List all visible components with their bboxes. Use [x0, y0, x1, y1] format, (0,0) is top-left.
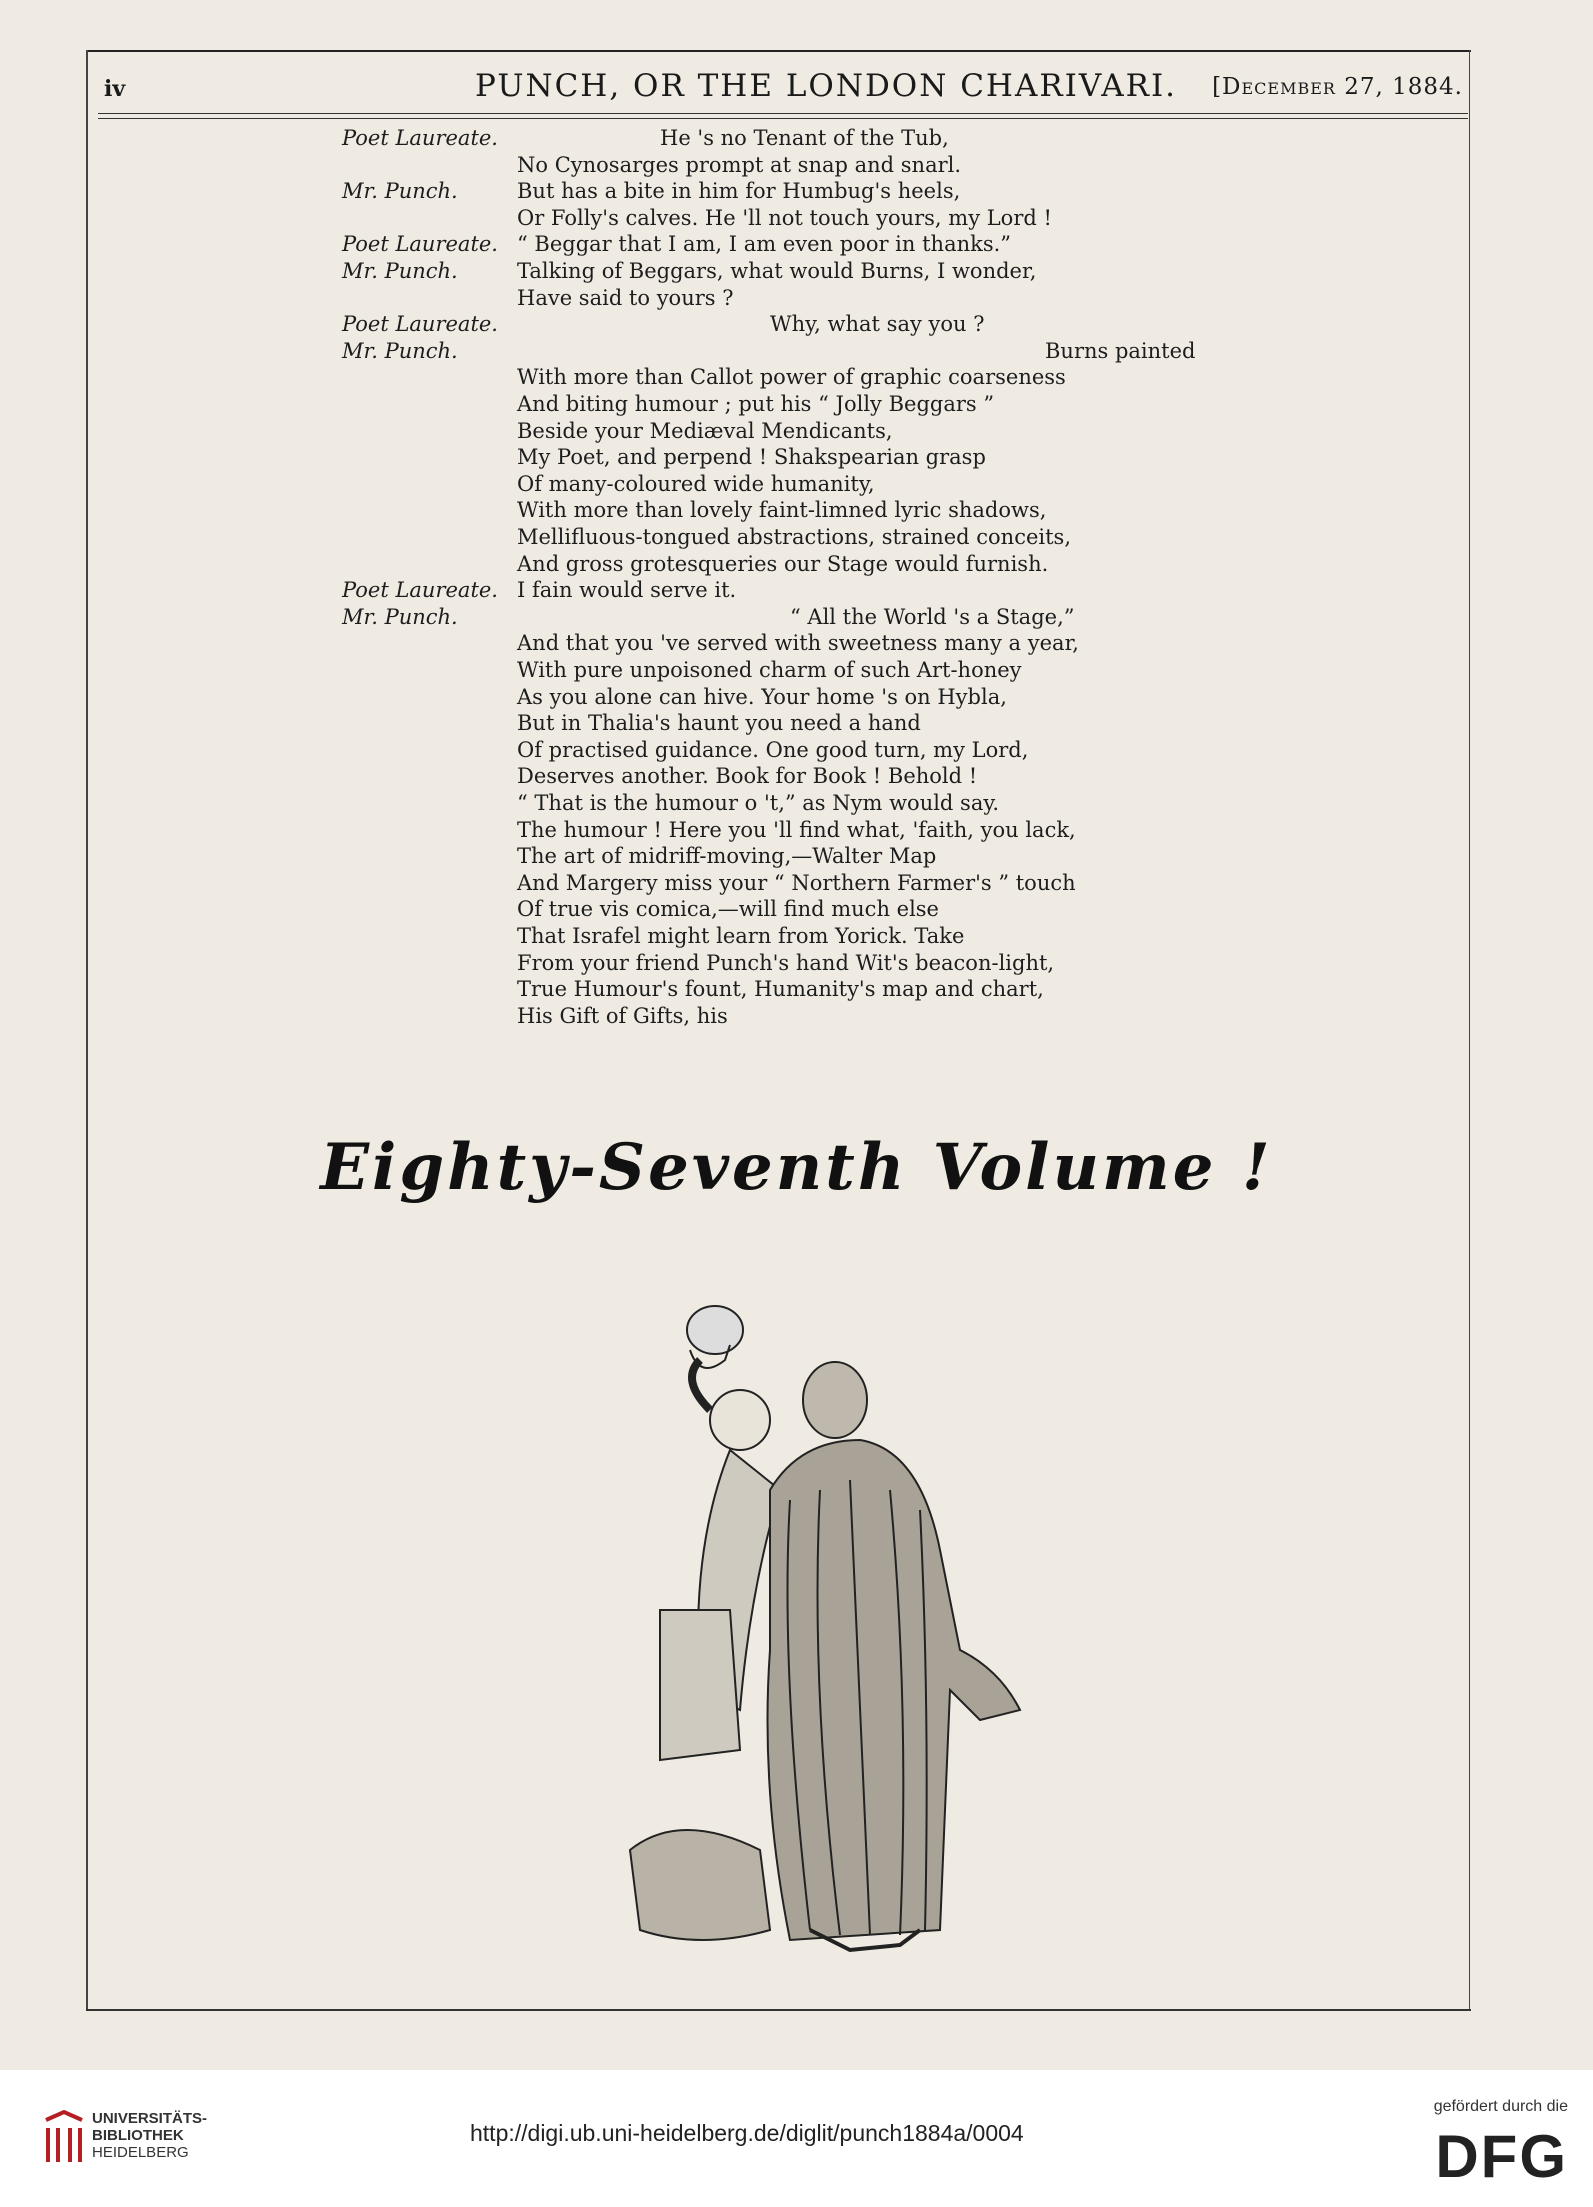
verse-text: His Gift of Gifts, his: [517, 1003, 728, 1028]
verse-text: But has a bite in him for Humbug's heels,: [517, 179, 961, 204]
verse-text: The humour ! Here you 'll find what, 'faith, you lack,: [517, 817, 1076, 842]
verse-text: Of many-coloured wide humanity,: [517, 471, 875, 496]
verse-text: With more than lovely faint-limned lyric shadows,: [517, 498, 1047, 523]
verse-text: With more than Callot power of graphic coarseness: [517, 365, 1066, 390]
verse-text: But in Thalia's haunt you need a hand: [517, 711, 921, 736]
verse-text: Of true vis comica,—will find much else: [517, 897, 939, 922]
verse-text: My Poet, and perpend ! Shakspearian grasp: [517, 445, 986, 470]
speaker-label: Mr. Punch.: [342, 179, 458, 204]
library-name-line-2: BIBLIOTHEK: [92, 2127, 184, 2144]
verse-text: “ All the World 's a Stage,”: [790, 604, 1075, 629]
verse-text: Beside your Mediæval Mendicants,: [517, 418, 893, 443]
library-name-line-1: UNIVERSITÄTS-: [92, 2110, 208, 2127]
verse-text: And Margery miss your “ Northern Farmer's ” touch: [517, 870, 1076, 895]
verse-text: He 's no Tenant of the Tub,: [660, 126, 949, 150]
frame-bottom-rule: [86, 2009, 1471, 2011]
verse-text: “ Beggar that I am, I am even poor in thanks.”: [517, 232, 1012, 257]
verse-text: And biting humour ; put his “ Jolly Beggars ”: [517, 392, 995, 416]
header-rule-thin: [98, 118, 1468, 119]
verse-text: Burns painted: [1045, 338, 1196, 363]
verse-text: Have said to yours ?: [517, 285, 734, 310]
speaker-label: Mr. Punch.: [342, 604, 458, 629]
header-rule: [98, 113, 1468, 114]
permalink-url[interactable]: http://digi.ub.uni-heidelberg.de/diglit/punch1884a/0004: [470, 2120, 1024, 2146]
page-header: [0, 68, 1593, 108]
verse-text: With pure unpoisoned charm of such Art-honey: [517, 658, 1022, 682]
speaker-label: Mr. Punch.: [342, 259, 458, 283]
speaker-label: Poet Laureate.: [342, 232, 498, 257]
dfg-logo: DFG: [1435, 2123, 1568, 2190]
verse-text: Or Folly's calves. He 'll not touch yours, my Lord !: [517, 205, 1052, 230]
university-library-logo-icon: [40, 2110, 88, 2166]
frame-left-rule: [86, 50, 88, 2010]
verse-text: That Israfel might learn from Yorick. Take: [517, 924, 965, 948]
library-name-line-3: HEIDELBERG: [92, 2144, 189, 2161]
verse-text: Of practised guidance. One good turn, my Lord,: [517, 737, 1029, 762]
engraving-illustration: [620, 1290, 1060, 1980]
frame-right-rule: [1469, 50, 1470, 2010]
verse-text: Why, what say you ?: [770, 312, 985, 337]
speaker-label: Poet Laureate.: [342, 578, 498, 603]
verse-text: No Cynosarges prompt at snap and snarl.: [517, 152, 962, 177]
verse-text: Deserves another. Book for Book ! Behold !: [517, 764, 978, 789]
verse-text: Talking of Beggars, what would Burns, I wonder,: [517, 259, 1037, 283]
speaker-label: Mr. Punch.: [342, 338, 458, 363]
verse-text: “ That is the humour o 't,” as Nym would say.: [517, 791, 1000, 815]
masthead-title: PUNCH, OR THE LONDON CHARIVARI.: [475, 68, 1178, 104]
verse-text: And that you 've served with sweetness many a year,: [517, 631, 1079, 656]
funded-by-label: gefördert durch die: [1433, 2098, 1568, 2115]
verse-text: From your friend Punch's hand Wit's beacon-light,: [517, 950, 1055, 975]
verse-text: Mellifluous-tongued abstractions, strained conceits,: [517, 525, 1072, 549]
library-name: [92, 2110, 207, 2161]
page-number: iv: [104, 76, 126, 102]
issue-date: [December 27, 1884.: [1212, 74, 1463, 100]
verse-text: True Humour's fount, Humanity's map and chart,: [517, 977, 1044, 1002]
verse-text: And gross grotesqueries our Stage would furnish.: [517, 551, 1049, 576]
speaker-label: Poet Laureate.: [342, 126, 498, 150]
frame-top-rule: [86, 50, 1471, 52]
speaker-label: Poet Laureate.: [342, 312, 498, 337]
verse-text: I fain would serve it.: [517, 578, 737, 603]
verse-text: The art of midriff-moving,—Walter Map: [517, 844, 937, 869]
verse-text: As you alone can hive. Your home 's on Hybla,: [517, 684, 1007, 709]
digitization-footer: [0, 2070, 1593, 2207]
volume-title: Eighty-Seventh Volume !: [320, 1130, 1273, 1205]
